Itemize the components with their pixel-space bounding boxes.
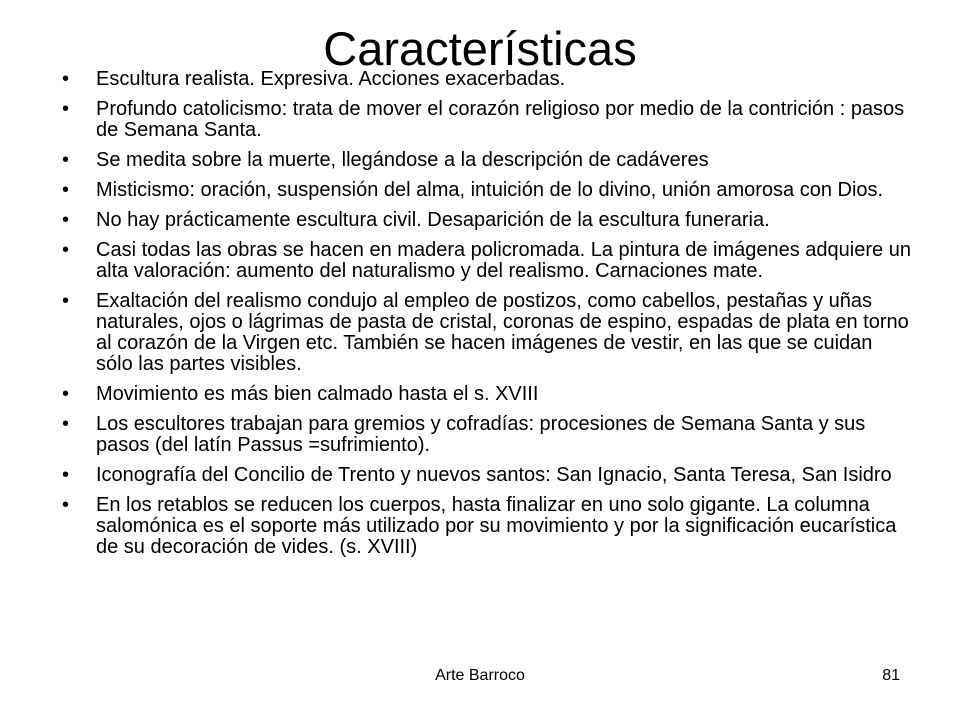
bullet-text: Movimiento es más bien calmado hasta el s. XVIII xyxy=(96,383,539,405)
bullet-text: No hay prácticamente escultura civil. Desaparición de la escultura funeraria. xyxy=(96,209,770,231)
bullet-item xyxy=(62,291,912,375)
bullet-dot-icon: • xyxy=(62,464,70,486)
bullet-item xyxy=(62,210,912,231)
bullet-dot-icon: • xyxy=(62,149,70,171)
bullet-item xyxy=(62,150,912,171)
bullet-text: Misticismo: oración, suspensión del alma, intuición de lo divino, unión amorosa con Dios. xyxy=(96,179,884,201)
bullet-text: Exaltación del realismo condujo al empleo de postizos, como cabellos, pestañas y uñas naturales, ojos o lágrimas de pasta de cristal, coronas de espino, espadas de plata en torno al corazón de la Virgen etc. También se hacen imágenes de vestir, en las que se cuidan sólo las partes visibles. xyxy=(96,290,909,375)
bullet-text: Iconografía del Concilio de Trento y nuevos santos: San Ignacio, Santa Teresa, San Isidro xyxy=(96,464,892,486)
bullet-text: Profundo catolicismo: trata de mover el corazón religioso por medio de la contrición : pasos de Semana Santa. xyxy=(96,98,905,141)
bullet-text: Los escultores trabajan para gremios y cofradías: procesiones de Semana Santa y sus pasos (del latín Passus =sufrimiento). xyxy=(96,413,866,456)
bullet-dot-icon: • xyxy=(62,413,70,435)
bullet-item xyxy=(62,384,912,405)
bullet-item xyxy=(62,414,912,456)
bullet-dot-icon: • xyxy=(62,494,70,516)
bullet-text: Casi todas las obras se hacen en madera policromada. La pintura de imágenes adquiere un alta valoración: aumento del naturalismo y del realismo. Carnaciones mate. xyxy=(96,239,911,282)
bullet-text: En los retablos se reducen los cuerpos, hasta finalizar en uno solo gigante. La columna salomónica es el soporte más utilizado por su movimiento y por la significación eucarística de su decoración de vides. (s. XVIII) xyxy=(96,494,897,558)
bullet-item xyxy=(62,495,912,558)
bullet-dot-icon: • xyxy=(62,68,70,90)
bullet-text: Escultura realista. Expresiva. Acciones exacerbadas. xyxy=(96,68,566,90)
bullet-dot-icon: • xyxy=(62,290,70,312)
bullet-item xyxy=(62,99,912,141)
bullet-dot-icon: • xyxy=(62,209,70,231)
bullet-dot-icon: • xyxy=(62,98,70,120)
bullet-text: Se medita sobre la muerte, llegándose a la descripción de cadáveres xyxy=(96,149,709,171)
page-number: 81 xyxy=(882,667,900,684)
bullet-item xyxy=(62,465,912,486)
bullet-list xyxy=(62,69,912,567)
slide-title: Características xyxy=(323,22,637,75)
footer-title: Arte Barroco xyxy=(435,667,525,684)
bullet-dot-icon: • xyxy=(62,239,70,261)
bullet-item xyxy=(62,240,912,282)
bullet-dot-icon: • xyxy=(62,179,70,201)
bullet-item xyxy=(62,69,912,90)
bullet-dot-icon: • xyxy=(62,383,70,405)
bullet-item xyxy=(62,180,912,201)
